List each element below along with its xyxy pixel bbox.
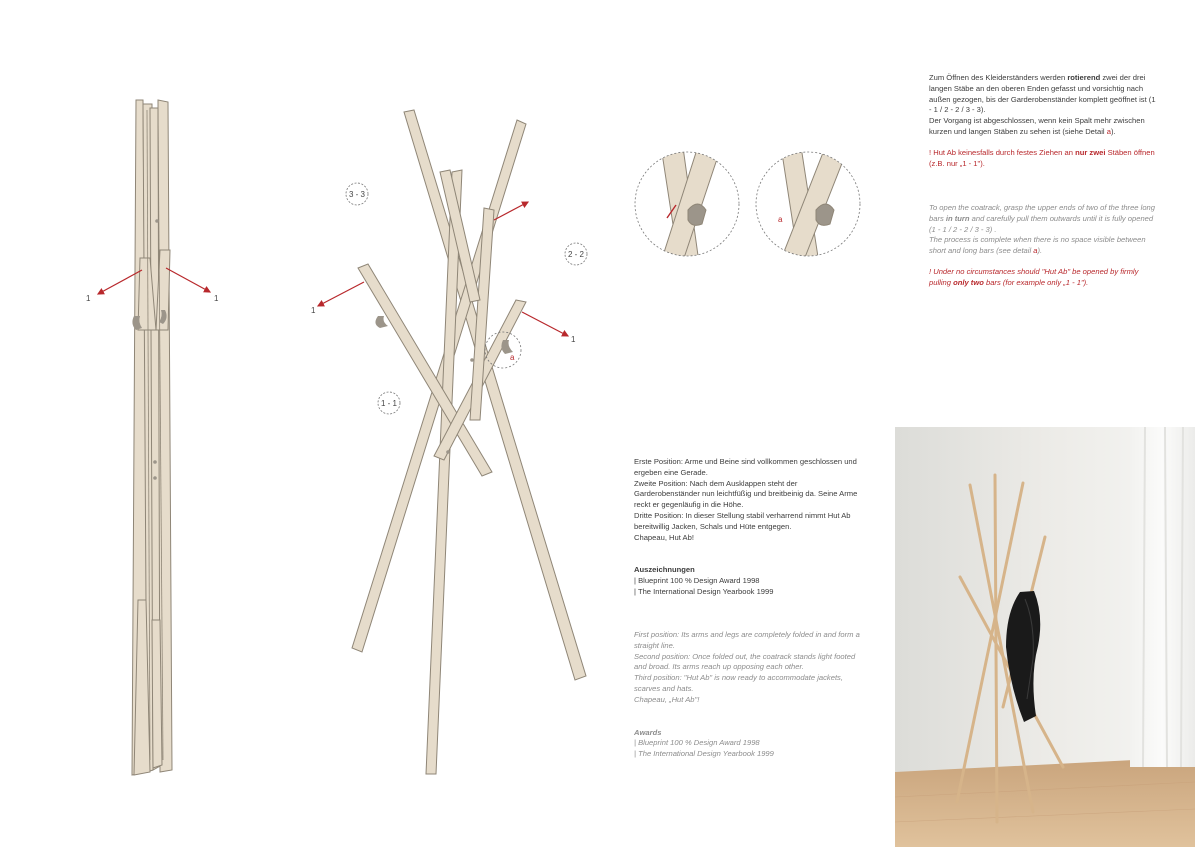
award-item: | The International Design Yearbook 1999	[634, 586, 774, 596]
detail-a-label: a	[778, 215, 783, 224]
award-item: | Blueprint 100 % Design Award 1998	[634, 576, 760, 586]
instruction-paragraph: The process is complete when there is no space visible between short and long bars (see detail a).	[929, 235, 1146, 256]
instructions-german	[929, 73, 1157, 169]
awards-title: Awards	[634, 727, 662, 737]
instruction-paragraph: Zum Öffnen des Kleiderständers werden rotierend zwei der drei langen Stäbe an den oberen Enden gefasst und vorsichtig nach außen gezogen, bis der Garderobenständer komplett geöffnet ist (1 - 1 / 2 - 2 / 3 - 3).	[929, 73, 1156, 115]
arrow-label: 1	[571, 335, 576, 344]
award-item: | The International Design Yearbook 1999	[634, 749, 774, 759]
product-photo	[895, 427, 1195, 847]
arrow-label: 1	[311, 306, 316, 315]
position-description: Second position: Once folded out, the coatrack stands light footed and broad. Its arms reach up opposing each other.	[634, 651, 856, 672]
position-description: Chapeau, Hut Ab!	[634, 532, 694, 542]
arrow-label: 1	[214, 294, 219, 303]
position-description: Third position: "Hut Ab" is now ready to accommodate jackets, scarves and hats.	[634, 673, 843, 693]
position-label-3-3: 3 - 3	[348, 190, 366, 199]
warning-text: ! Hut Ab keinesfalls durch festes Ziehen an nur zwei Stäben öffnen (z.B. nur „1 - 1").	[929, 147, 1155, 168]
positions-german	[634, 457, 862, 598]
position-description: Erste Position: Arme und Beine sind vollkommen geschlossen und ergeben eine Gerade.	[634, 457, 857, 477]
positions-english	[634, 630, 862, 760]
arrow-label: 1	[86, 294, 91, 303]
position-label-2-2: 2 - 2	[567, 250, 585, 259]
position-description: Dritte Position: In dieser Stellung stabil verharrend nimmt Hut Ab bereitwillig Jacken, Schals und Hüte entgegen.	[634, 510, 851, 531]
awards-title: Auszeichnungen	[634, 565, 695, 575]
warning-text: ! Under no circumstances should "Hut Ab" be opened by firmly pulling only two bars (for example only „1 - 1").	[929, 266, 1139, 287]
instructions-english	[929, 203, 1155, 289]
detail-a-label: a	[510, 353, 515, 362]
position-description: First position: Its arms and legs are completely folded in and form a straight line.	[634, 630, 860, 650]
position-description: Chapeau, „Hut Ab"!	[634, 694, 700, 704]
award-item: | Blueprint 100 % Design Award 1998	[634, 738, 760, 748]
position-description: Zweite Position: Nach dem Ausklappen steht der Garderobenständer nun leichtfüßig und breitbeinig da. Seine Arme reckt er gegenläufig in die Höhe.	[634, 478, 858, 510]
instruction-paragraph: Der Vorgang ist abgeschlossen, wenn kein Spalt mehr zwischen kurzen und langen Stäben zu sehen ist (siehe Detail a).	[929, 116, 1145, 136]
instruction-paragraph: To open the coatrack, grasp the upper ends of two of the three long bars in turn and carefully pull them outwards until it is fully opened (1 - 1 / 2 - 2 / 3 - 3) .	[929, 203, 1155, 234]
position-label-1-1: 1 - 1	[380, 399, 398, 408]
